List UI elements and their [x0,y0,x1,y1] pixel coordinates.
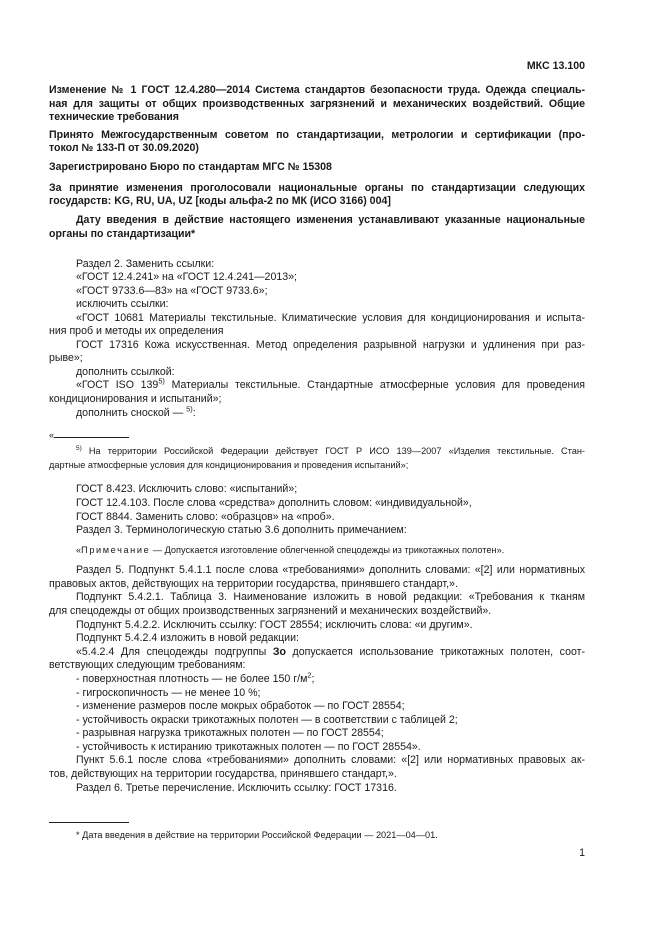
list-item: - разрывная нагрузка трикотажных полотен — по ГОСТ 28554; [76,727,384,739]
list-item: - устойчивость к истиранию трикотажных полотен — по ГОСТ 28554». [76,741,421,753]
footnote-5-line: $^{5)}$ На территории Российской Федерации действует ГОСТ Р ИСО 139—2007 «Изделия текстильные. Стан- [76,444,585,456]
footnote-5-line: дартные атмосферные условия для кондиционирования и проведения испытаний»; [49,460,409,470]
footnote-quote: « [49,430,55,440]
intro-date-footnote: * Дата введения в действие на территории Российской Федерации — 2021—04—01. [76,830,438,840]
body-line: Раздел 6. Третье перечисление. Исключить ссылку: ГОСТ 17316. [76,782,397,794]
body-line: ветствующих следующим требованиям: [49,659,246,671]
body-line: Раздел 5. Подпункт 5.4.1.1 после слова «требованиями» дополнить словами: «[2] или нормативных [76,564,585,576]
body-line: Подпункт 5.4.2.4 изложить в новой редакции: [76,632,299,644]
body-line: правовых актов, действующих на территории государства, принявшего стандарт,». [49,578,458,590]
body-line: дополнить сноской — $^{5)}$: [76,404,196,419]
body-line: «ГОСТ 12.4.241» на «ГОСТ 12.4.241—2013»; [76,271,297,283]
body-line: «ГОСТ 9733.6—83» на «ГОСТ 9733.6»; [76,285,268,297]
voted-line: государств: KG, RU, UA, UZ [коды альфа-2 по МК (ИСО 3166) 004] [49,195,391,207]
list-item: - изменение размеров после мокрых обработок — по ГОСТ 28554; [76,700,405,712]
intro-date-line: Дату введения в действие настоящего изменения устанавливают указанные национальные [76,214,585,226]
body-line: «ГОСТ 10681 Материалы текстильные. Климатические условия для кондиционирования и испыта- [76,312,585,324]
body-line: Пункт 5.6.1 после слова «требованиями» дополнить словами: «[2] или нормативных правовых ак- [76,754,585,766]
body-line: для спецодежды от общих производственных загрязнений и механических воздействий». [49,605,492,617]
body-line: «ГОСТ ISO 139$^{5)}$ Материалы текстильные. Стандартные атмосферные условия для проведения [76,376,585,391]
list-item: - устойчивость окраски трикотажных полотен — в соответствии с таблицей 2; [76,714,458,726]
body-line: Подпункт 5.4.2.1. Таблица 3. Наименование изложить в новой редакции: «Требования к тканям [76,591,585,603]
body-line: «5.4.2.4 Для спецодежды подгруппы Зо допускается использование трикотажных полотен, соот- [76,646,586,658]
classifier-code: МКС 13.100 [526,60,585,72]
body-line: ГОСТ 17316 Кожа искусственная. Метод определения разрывной нагрузки и удлинения при раз- [76,339,585,351]
body-line: исключить ссылки: [76,298,169,310]
adopted-line: Принято Межгосударственным советом по стандартизации, метрологии и сертификации (про- [49,129,585,141]
footnote-separator [49,822,129,823]
list-item: - гигроскопичность — не менее 10 %; [76,687,261,699]
body-line: рыве»; [49,352,83,364]
body-line: Раздел 3. Терминологическую статью 3.6 дополнить примечанием: [76,524,407,536]
registered-line: Зарегистрировано Бюро по стандартам МГС № 15308 [49,161,332,173]
body-line: ГОСТ 12.4.103. После слова «средства» дополнить словом: «индивидуальной», [76,497,472,509]
body-line: Подпункт 5.4.2.2. Исключить ссылку: ГОСТ 28554; исключить слова: «и другим». [76,619,473,631]
body-line: ГОСТ 8.423. Исключить слово: «испытаний»; [76,483,298,495]
voted-line: За принятие изменения проголосовали национальные органы по стандартизации следующих [49,182,585,194]
body-line: ГОСТ 8844. Заменить слово: «образцов» на «проб». [76,511,335,523]
title-line: технические требования [49,111,179,123]
body-line: кондиционирования и испытаний»; [49,393,222,405]
intro-date-line: органы по стандартизации* [49,228,196,240]
adopted-line: токол № 133-П от 30.09.2020) [49,142,199,154]
body-line: дополнить ссылкой: [76,366,175,378]
list-item: - поверхностная плотность — не более 150 $г/м^2$; [76,670,315,685]
title-line: ная для защиты от общих производственных загрязнений и механических воздействий. Общие [49,98,585,110]
page-number: 1 [579,847,585,859]
title-line: Изменение № 1 ГОСТ 12.4.280—2014 Система стандартов безопасности труда. Одежда специаль- [49,84,585,96]
body-line: Раздел 2. Заменить ссылки: [76,258,215,270]
note-line: «Примечание — Допускается изготовление облегченной спецодежды из трикотажных полотен». [76,545,505,555]
body-line: ния проб и методы их определения [49,325,224,337]
footnote-separator [54,437,129,438]
body-line: тов, действующих на территории государства, принявшего стандарт,». [49,768,397,780]
